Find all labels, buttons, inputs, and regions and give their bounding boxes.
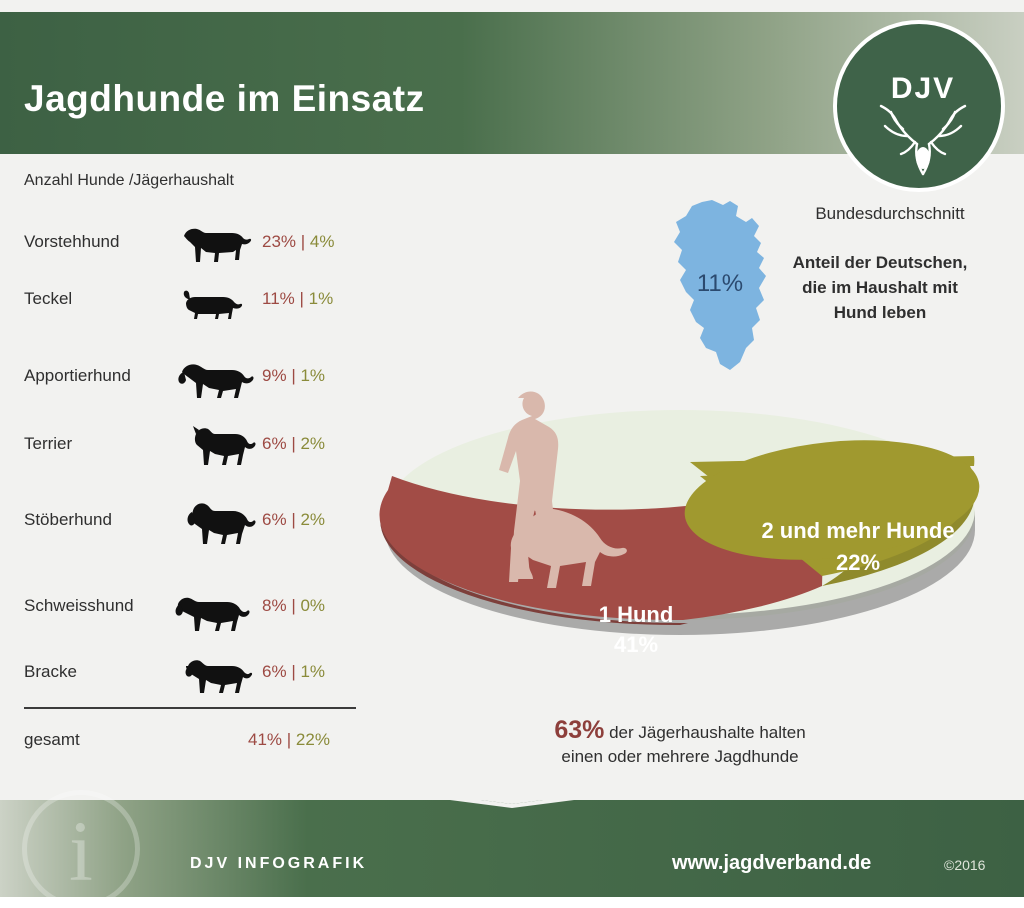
breed-row-terrier — [24, 420, 354, 474]
breed-name: Terrier — [24, 434, 73, 453]
total-values — [248, 730, 330, 750]
breed-row-vorstehhund — [24, 218, 354, 272]
breed-row-teckel — [24, 275, 354, 329]
breed-values — [262, 289, 333, 309]
pie-label-2-plus-name: 2 und mehr Hunde — [761, 518, 955, 543]
pie-label-1-hund — [556, 600, 716, 660]
deer-antlers-icon — [863, 98, 983, 176]
logo-label: DJV — [890, 72, 956, 105]
breed-values — [262, 596, 325, 616]
pointer-dog-icon — [170, 220, 256, 268]
pie-label-1-hund-value: 41% — [613, 632, 659, 657]
value-one-dog: 11% — [262, 289, 295, 308]
value-separator: | — [300, 232, 306, 251]
footer-url[interactable]: www.jagdverband.de — [672, 852, 872, 874]
value-two-plus-dogs: 4% — [309, 232, 335, 251]
value-separator: | — [291, 366, 296, 385]
bloodhound-icon — [170, 584, 256, 632]
map-title: Bundesdurchschnitt — [815, 204, 965, 223]
breed-values — [262, 366, 325, 386]
breed-values — [262, 434, 325, 454]
spaniel-dog-icon — [170, 498, 256, 546]
terrier-dog-icon — [170, 422, 256, 470]
breed-values — [262, 510, 325, 530]
pie-label-2-plus-value: 22% — [835, 550, 881, 575]
retriever-dog-icon — [170, 354, 256, 402]
breed-name: Apportierhund — [24, 366, 131, 385]
dachshund-icon — [170, 277, 256, 325]
map-description: Anteil der Deutschen, die im Haushalt mit Hund leben — [792, 253, 968, 322]
value-two-plus-dogs: 0% — [300, 596, 326, 615]
annotation-line1: der Jägerhaushalte halten — [604, 723, 806, 742]
annotation-line2: einen oder mehrere Jagdhunde — [561, 747, 799, 766]
value-separator: | — [291, 662, 296, 681]
total-value-one-dog: 41% — [248, 730, 283, 749]
breed-name: Schweisshund — [24, 596, 134, 615]
value-separator: | — [299, 289, 304, 308]
footer-copyright: ©2016 — [944, 857, 986, 873]
breed-name: Teckel — [24, 289, 73, 308]
value-one-dog: 8% — [262, 596, 287, 615]
breed-row-total — [24, 718, 364, 758]
annotation-highlight: 63% — [554, 716, 605, 744]
value-one-dog: 23% — [262, 232, 297, 251]
value-separator: | — [291, 434, 296, 453]
breed-row-stoeberhund — [24, 496, 354, 550]
value-two-plus-dogs: 2% — [300, 510, 326, 529]
footer-notch — [0, 788, 1024, 828]
footer-brand: DJV INFOGRAFIK — [190, 855, 368, 872]
value-one-dog: 6% — [262, 510, 287, 529]
djv-logo — [833, 20, 1005, 192]
page-title: Jagdhunde im Einsatz — [24, 78, 425, 119]
value-one-dog: 9% — [262, 366, 287, 385]
breed-row-schweisshund — [24, 582, 354, 636]
value-separator: | — [291, 596, 296, 615]
breed-values — [262, 232, 335, 252]
list-caption: Anzahl Hunde /Jägerhaushalt — [24, 172, 234, 189]
breed-name: Vorstehhund — [24, 232, 120, 251]
hound-dog-icon — [170, 650, 256, 698]
value-two-plus-dogs: 1% — [300, 366, 326, 385]
info-watermark — [22, 790, 140, 908]
value-one-dog: 6% — [262, 662, 287, 681]
breed-name: Bracke — [24, 662, 77, 681]
value-one-dog: 6% — [262, 434, 287, 453]
pie-annotation — [370, 718, 990, 769]
pie-label-2-plus — [718, 515, 998, 579]
list-divider — [24, 707, 356, 709]
breed-name: Stöberhund — [24, 510, 112, 529]
breed-row-bracke — [24, 648, 354, 702]
value-two-plus-dogs: 1% — [300, 662, 326, 681]
value-two-plus-dogs: 2% — [300, 434, 326, 453]
total-label: gesamt — [24, 730, 80, 749]
total-separator: | — [286, 730, 292, 749]
breed-values — [262, 662, 325, 682]
info-watermark-letter: i — [69, 803, 93, 899]
pie-label-1-hund-name: 1 Hund — [598, 602, 674, 627]
total-value-two-plus-dogs: 22% — [295, 730, 330, 749]
value-separator: | — [291, 510, 296, 529]
value-two-plus-dogs: 1% — [308, 289, 334, 308]
breed-row-apportierhund — [24, 352, 354, 406]
map-percent-label: 11% — [696, 270, 744, 297]
